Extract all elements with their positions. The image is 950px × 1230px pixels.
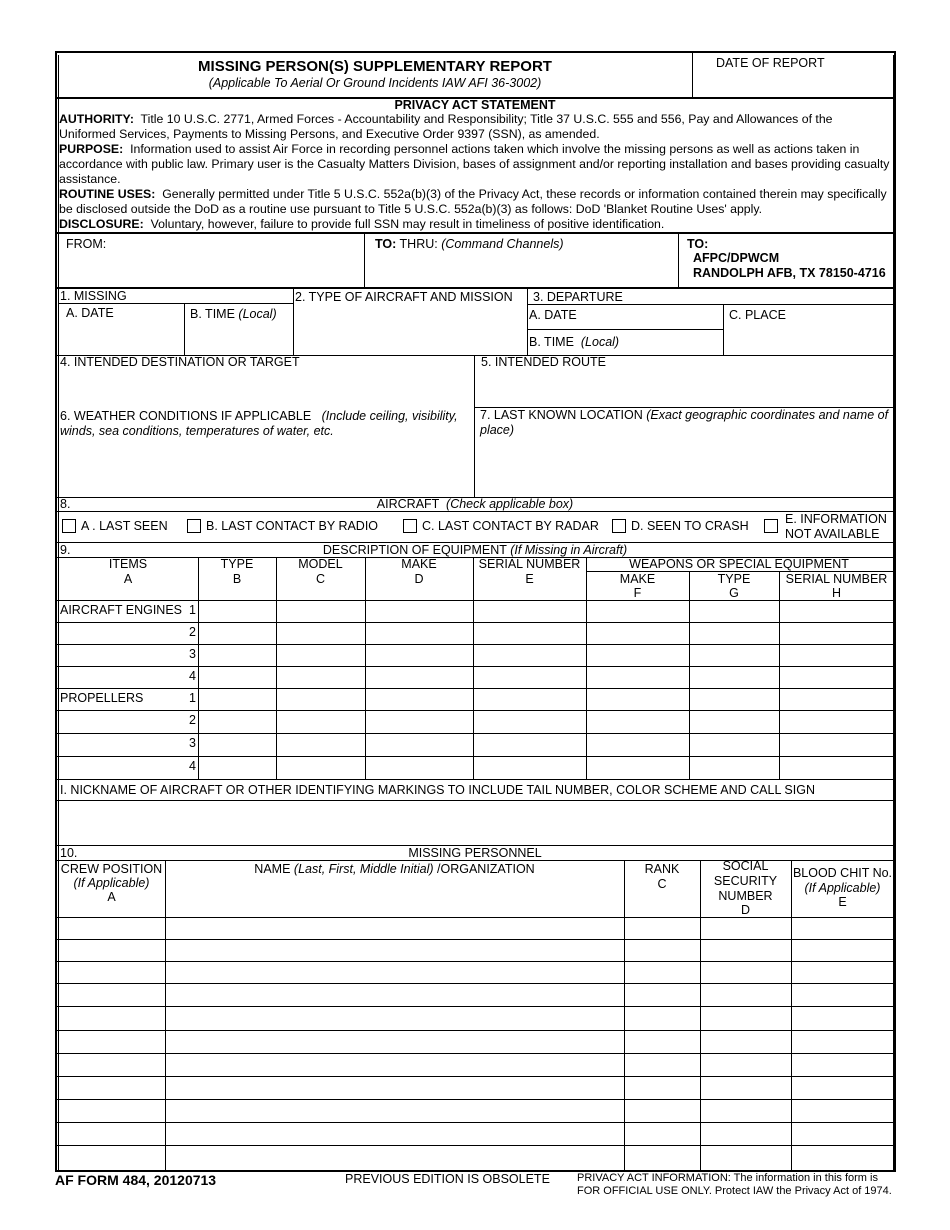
- info-not-available-checkbox[interactable]: [764, 519, 778, 533]
- last-contact-radar-label: C. LAST CONTACT BY RADAR: [422, 519, 599, 533]
- last-contact-radar-checkbox[interactable]: [403, 519, 417, 533]
- form-subtitle: (Applicable To Aerial Or Ground Incidents IAW AFI 36-3002): [208, 76, 542, 90]
- departure-time-text: B. TIME: [529, 335, 574, 349]
- engine-row-number: 2: [189, 625, 196, 639]
- departure-date-label: A. DATE: [529, 308, 577, 322]
- col-divider-items: [198, 557, 199, 779]
- to-label: TO:: [687, 237, 709, 251]
- disclosure-label: DISCLOSURE:: [59, 217, 144, 231]
- propellers-label: PROPELLERS: [60, 691, 144, 705]
- engines-label: AIRCRAFT ENGINES: [60, 603, 183, 617]
- destination-label: 4. INTENDED DESTINATION OR TARGET: [60, 355, 300, 369]
- ssn-header-3: NUMBER: [718, 889, 773, 903]
- blood-chit-header: BLOOD CHIT No.: [792, 866, 893, 880]
- header-divider: [692, 53, 693, 98]
- col-divider-serial: [586, 557, 587, 779]
- authority-text: Title 10 U.S.C. 2771, Armed Forces - Accountability and Responsibility; Title 37 U.S.C. 555 and 556, Pay and Allowances of the Uniformed Services, Payments to Missing Persons, and Executive Order 9397 (SSN), as amended.: [59, 112, 833, 141]
- col-weapon-make-header: MAKE: [619, 572, 656, 586]
- section8-title: [58, 497, 892, 512]
- ssn-letter: D: [740, 903, 751, 917]
- col-model-header: MODEL: [298, 557, 343, 571]
- col-divider-weapon-make: [689, 571, 690, 779]
- section10-number: 10.: [60, 846, 78, 860]
- weather-italic-line2: winds, sea conditions, temperatures of water, etc.: [60, 424, 334, 438]
- table-row: [57, 644, 894, 645]
- seen-to-crash-checkbox[interactable]: [612, 519, 626, 533]
- rule-departure: [527, 304, 894, 305]
- section9-title: [58, 543, 892, 558]
- engine-row-number: 3: [189, 647, 196, 661]
- section4-divider: [474, 355, 475, 497]
- section10-title: MISSING PERSONNEL: [408, 846, 542, 860]
- col-weapon-type-letter: G: [729, 586, 739, 600]
- departure-place-divider: [723, 304, 724, 356]
- propeller-row-number: 2: [189, 713, 196, 727]
- col-divider-rank: [700, 860, 701, 1170]
- col-serial-letter: E: [525, 572, 534, 586]
- rule-privacy: [57, 232, 894, 234]
- rule-departure-date: [527, 329, 723, 330]
- obsolete-notice: PREVIOUS EDITION IS OBSOLETE: [345, 1172, 550, 1186]
- col-divider-model: [365, 557, 366, 779]
- privacy-info-line2: FOR OFFICIAL USE ONLY. Protect IAW the Privacy Act of 1974.: [577, 1185, 892, 1197]
- crew-position-italic: (If Applicable): [73, 876, 150, 890]
- col-divider-type: [276, 557, 277, 779]
- aircraft-mission-field[interactable]: [295, 306, 525, 354]
- col-weapon-serial-letter: H: [831, 586, 842, 600]
- table-row: [57, 688, 894, 689]
- nickname-label: I. NICKNAME OF AIRCRAFT OR OTHER IDENTIFYING MARKINGS TO INCLUDE TAIL NUMBER, COLOR SCHEME AND CALL SIGN: [60, 783, 815, 797]
- table-row: [57, 1122, 894, 1123]
- table-row: [57, 733, 894, 734]
- rule-section10-headers: [57, 917, 894, 918]
- rule-nickname-label: [57, 800, 894, 801]
- col-weapon-serial-header: SERIAL NUMBER: [785, 572, 888, 586]
- frame-inner-right: [893, 55, 894, 1170]
- col-make-letter: D: [414, 572, 424, 586]
- thru-field[interactable]: [366, 253, 676, 285]
- destination-field[interactable]: [60, 371, 472, 407]
- col-serial-header: SERIAL NUMBER: [478, 557, 581, 571]
- last-contact-radio-label: B. LAST CONTACT BY RADIO: [206, 519, 379, 533]
- name-header: [165, 862, 624, 877]
- table-row: [57, 666, 894, 667]
- form-title: MISSING PERSON(S) SUPPLEMENTARY REPORT: [198, 58, 552, 75]
- info-not-available-label-2: NOT AVAILABLE: [785, 527, 880, 541]
- rule-missing: [58, 303, 293, 304]
- name-header-org: /ORGANIZATION: [437, 862, 535, 876]
- route-label: 5. INTENDED ROUTE: [481, 355, 607, 369]
- ssn-header-1: SOCIAL: [722, 859, 769, 873]
- col-model-letter: C: [315, 572, 326, 586]
- to-address-line2: RANDOLPH AFB, TX 78150-4716: [693, 266, 886, 280]
- section8-title-italic: (Check applicable box): [446, 497, 574, 511]
- table-row: [57, 1099, 894, 1100]
- table-row: [57, 1145, 894, 1146]
- location-italic-line2: place): [480, 423, 515, 437]
- date-of-report-label: DATE OF REPORT: [716, 56, 825, 70]
- ssn-header-2: SECURITY: [713, 874, 778, 888]
- section8-title-text: AIRCRAFT: [376, 497, 440, 511]
- missing-time-italic: (Local): [238, 307, 277, 321]
- missing-time-divider: [293, 289, 294, 356]
- privacy-info-line1: PRIVACY ACT INFORMATION: The information in this form is: [577, 1172, 878, 1184]
- col-weapon-type-header: TYPE: [717, 572, 751, 586]
- rule-section8-title: [57, 511, 894, 512]
- departure-time-field[interactable]: [529, 331, 722, 354]
- table-row: [57, 961, 894, 962]
- location-italic: (Exact geographic coordinates and name of: [646, 408, 889, 422]
- departure-place-label: C. PLACE: [729, 308, 786, 322]
- info-not-available-label-1: E. INFORMATION: [785, 512, 887, 526]
- col-divider-make: [473, 557, 474, 779]
- table-row: [57, 1053, 894, 1054]
- thru-divider: [678, 234, 679, 287]
- table-row: [57, 1030, 894, 1031]
- name-header-italic: (Last, First, Middle Initial): [293, 862, 434, 876]
- table-row: [57, 939, 894, 940]
- to-address-line1: AFPC/DPWCM: [693, 251, 780, 265]
- engine-row-number: 4: [189, 669, 196, 683]
- nickname-field[interactable]: [60, 802, 891, 844]
- form-id: AF FORM 484, 20120713: [55, 1172, 217, 1188]
- last-contact-radio-checkbox[interactable]: [187, 519, 201, 533]
- missing-date-label: A. DATE: [66, 306, 114, 320]
- table-row: [57, 756, 894, 757]
- missing-date-divider: [184, 303, 185, 356]
- crew-position-header: CREW POSITION: [60, 862, 163, 876]
- routine-uses-text: Generally permitted under Title 5 U.S.C. 552a(b)(3) of the Privacy Act, these records or information contained therein may specifically be disclosed outside the DoD as a routine use pursuant to Title 5 U.S.C. 552a(b)(3) as follows: DoD 'Blanket Routine Uses' apply.: [59, 187, 887, 216]
- weather-text: 6. WEATHER CONDITIONS IF APPLICABLE: [60, 409, 312, 423]
- table-row: [57, 983, 894, 984]
- propeller-row-number: 4: [189, 759, 196, 773]
- privacy-statement: [59, 112, 891, 232]
- rank-letter: C: [657, 877, 667, 891]
- missing-label: 1. MISSING: [60, 289, 127, 303]
- section9-number: 9.: [60, 543, 71, 557]
- col-weapon-make-letter: F: [633, 586, 642, 600]
- missing-time-text: B. TIME: [190, 307, 235, 321]
- last-seen-label: A . LAST SEEN: [81, 519, 168, 533]
- weather-field[interactable]: [60, 441, 472, 495]
- col-divider-weapon-type: [779, 571, 780, 779]
- col-items-letter: A: [123, 572, 133, 586]
- propeller-row-number: 1: [189, 691, 196, 705]
- routine-uses-label: ROUTINE USES:: [59, 187, 156, 201]
- propeller-row-number: 3: [189, 736, 196, 750]
- rank-header: RANK: [644, 862, 680, 876]
- rule-section9: [57, 779, 894, 780]
- table-row: [57, 622, 894, 623]
- purpose-text: Information used to assist Air Force in recording personnel actions taken which involve the missing persons as well as actions taken in accordance with public law. Primary user is the Casualty Matters Division, bases of assignment and/or reporting installation and bases providing casualty assistance.: [59, 142, 890, 186]
- name-header-text: NAME: [254, 862, 291, 876]
- aircraft-mission-divider: [527, 289, 528, 356]
- blood-chit-letter: E: [838, 895, 847, 909]
- departure-label: 3. DEPARTURE: [533, 290, 623, 304]
- table-row: [57, 1076, 894, 1077]
- table-row: [57, 710, 894, 711]
- disclosure-text: Voluntary, however, failure to provide full SSN may result in timeliness of positive identification.: [150, 217, 665, 231]
- weather-italic: (Include ceiling, visibility,: [321, 409, 458, 423]
- departure-time-italic: (Local): [580, 335, 620, 349]
- location-field[interactable]: [476, 441, 891, 495]
- rule-section9-headers: [57, 600, 894, 601]
- purpose-label: PURPOSE:: [59, 142, 124, 156]
- col-divider-name: [624, 860, 625, 1170]
- missing-date-field[interactable]: [60, 322, 182, 354]
- section9-title-italic: (If Missing in Aircraft): [510, 543, 628, 557]
- departure-date-field[interactable]: [529, 306, 722, 328]
- from-label: FROM:: [66, 237, 107, 251]
- table-row: [57, 1006, 894, 1007]
- route-field[interactable]: [476, 371, 891, 407]
- from-divider: [364, 234, 365, 287]
- location-label: [480, 408, 888, 423]
- thru-label: [375, 237, 564, 252]
- missing-time-label: [190, 307, 277, 322]
- crew-position-letter: A: [107, 890, 116, 904]
- authority-label: AUTHORITY:: [59, 112, 134, 126]
- departure-place-field[interactable]: [725, 324, 891, 354]
- from-field[interactable]: [60, 253, 362, 285]
- section8-number: 8.: [60, 497, 71, 511]
- col-divider-crew: [165, 860, 166, 1170]
- col-divider-ssn: [791, 860, 792, 1170]
- blood-chit-italic: (If Applicable): [804, 881, 881, 895]
- col-type-header: TYPE: [220, 557, 254, 571]
- weather-label: [60, 409, 458, 424]
- privacy-heading: PRIVACY ACT STATEMENT: [394, 98, 556, 112]
- col-make-header: MAKE: [401, 557, 437, 571]
- thru-to-bold: TO:: [375, 237, 397, 251]
- thru-text: THRU:: [399, 237, 438, 251]
- location-text: 7. LAST KNOWN LOCATION: [480, 408, 643, 422]
- missing-time-field[interactable]: [186, 322, 291, 354]
- aircraft-mission-label: 2. TYPE OF AIRCRAFT AND MISSION: [295, 290, 513, 304]
- seen-to-crash-label: D. SEEN TO CRASH: [631, 519, 749, 533]
- date-of-report-field[interactable]: [694, 72, 891, 96]
- weapons-header: WEAPONS OR SPECIAL EQUIPMENT: [629, 557, 849, 571]
- rule-routing: [57, 287, 894, 289]
- col-items-header: ITEMS: [108, 557, 148, 571]
- last-seen-checkbox[interactable]: [62, 519, 76, 533]
- thru-italic: (Command Channels): [441, 237, 564, 251]
- col-type-letter: B: [232, 572, 242, 586]
- engine-row-number: 1: [189, 603, 196, 617]
- section9-title-text: DESCRIPTION OF EQUIPMENT: [322, 543, 507, 557]
